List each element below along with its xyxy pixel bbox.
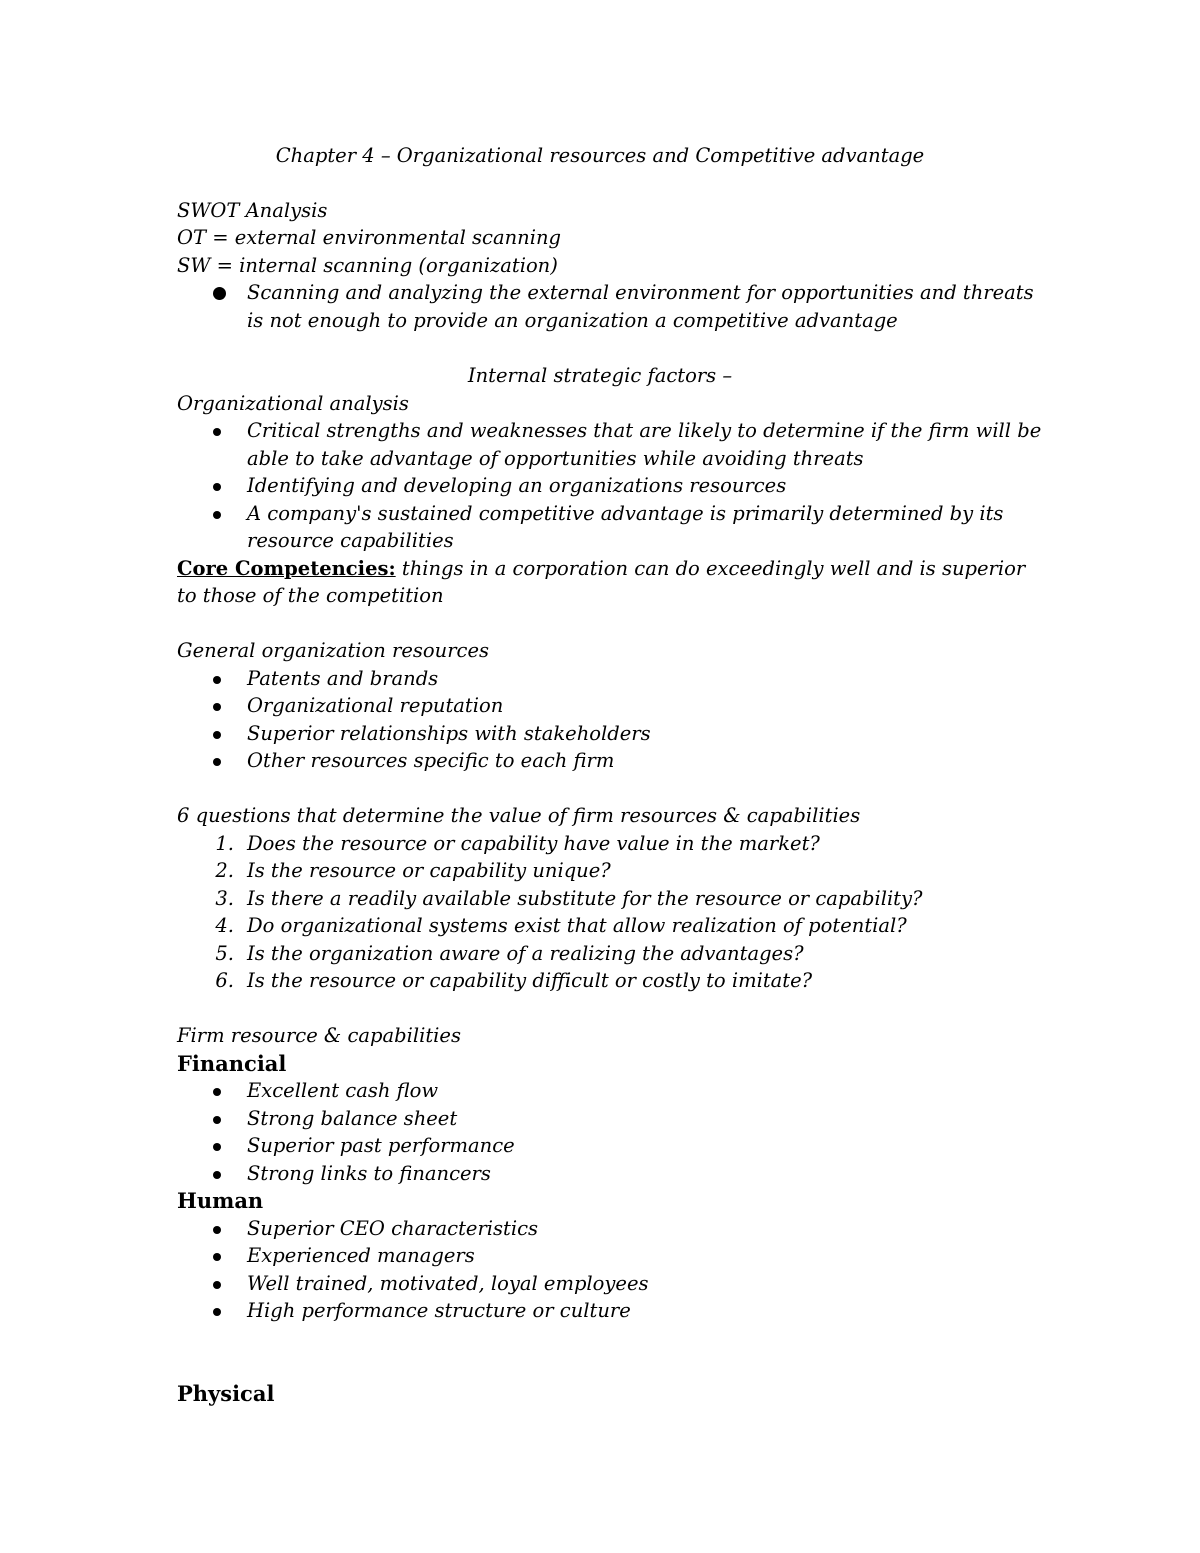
- firm-resources-heading: Firm resource & capabilities: [177, 1024, 461, 1047]
- bullet-icon: [213, 1143, 221, 1151]
- core-competencies-line-2: to those of the competition: [177, 584, 444, 607]
- internal-bullet-3-line-2: resource capabilities: [247, 529, 454, 552]
- bullet-icon: [213, 511, 221, 519]
- physical-heading: Physical: [177, 1381, 275, 1406]
- list-item: Strong balance sheet: [247, 1107, 458, 1130]
- list-item: Other resources specific to each firm: [247, 749, 615, 772]
- bullet-icon: [213, 1281, 221, 1289]
- bullet-icon: [213, 676, 221, 684]
- list-item: Do organizational systems exist that allow realization of potential?: [247, 914, 907, 937]
- questions-heading: 6 questions that determine the value of firm resources & capabilities: [177, 804, 861, 827]
- list-number: 6.: [215, 969, 234, 992]
- list-item: Superior CEO characteristics: [247, 1217, 539, 1240]
- bullet-icon: [213, 287, 226, 300]
- swot-bullet-line-2: is not enough to provide an organization a competitive advantage: [247, 309, 898, 332]
- bullet-icon: [213, 1088, 221, 1096]
- list-item: Is the resource or capability unique?: [247, 859, 611, 882]
- bullet-icon: [213, 483, 221, 491]
- list-item: High performance structure or culture: [247, 1299, 631, 1322]
- list-item: Excellent cash flow: [247, 1079, 439, 1102]
- bullet-icon: [213, 1226, 221, 1234]
- list-item: Superior relationships with stakeholders: [247, 722, 651, 745]
- swot-heading: SWOT Analysis: [177, 199, 328, 222]
- financial-heading: Financial: [177, 1051, 287, 1076]
- general-resources-heading: General organization resources: [177, 639, 489, 662]
- core-competencies-label: Core Competencies:: [177, 557, 396, 580]
- bullet-icon: [213, 1171, 221, 1179]
- chapter-title: Chapter 4 – Organizational resources and Competitive advantage: [275, 144, 925, 167]
- bullet-icon: [213, 1116, 221, 1124]
- list-item: Is the organization aware of a realizing the advantages?: [247, 942, 804, 965]
- list-number: 5.: [215, 942, 234, 965]
- list-number: 2.: [215, 859, 234, 882]
- bullet-icon: [213, 1253, 221, 1261]
- swot-ot-line: OT = external environmental scanning: [177, 226, 561, 249]
- list-number: 1.: [215, 832, 234, 855]
- list-item: Patents and brands: [247, 667, 439, 690]
- internal-bullet-1-line-2: able to take advantage of opportunities while avoiding threats: [247, 447, 864, 470]
- list-item: Does the resource or capability have value in the market?: [247, 832, 820, 855]
- list-item: Well trained, motivated, loyal employees: [247, 1272, 649, 1295]
- list-item: Organizational reputation: [247, 694, 504, 717]
- swot-bullet-line-1: Scanning and analyzing the external environment for opportunities and threats: [247, 281, 1034, 304]
- internal-bullet-2: Identifying and developing an organizations resources: [247, 474, 787, 497]
- internal-heading: Internal strategic factors –: [467, 364, 733, 387]
- internal-bullet-1-line-1: Critical strengths and weaknesses that are likely to determine if the firm will be: [247, 419, 1042, 442]
- bullet-icon: [213, 428, 221, 436]
- bullet-icon: [213, 703, 221, 711]
- list-number: 4.: [215, 914, 234, 937]
- internal-subheading: Organizational analysis: [177, 392, 409, 415]
- core-competencies-line-1: [177, 556, 1025, 582]
- bullet-icon: [213, 731, 221, 739]
- list-item: Strong links to financers: [247, 1162, 491, 1185]
- list-item: Superior past performance: [247, 1134, 515, 1157]
- swot-sw-line: SW = internal scanning (organization): [177, 254, 558, 277]
- list-number: 3.: [215, 887, 234, 910]
- list-item: Experienced managers: [247, 1244, 475, 1267]
- human-heading: Human: [177, 1188, 264, 1213]
- internal-bullet-3-line-1: A company's sustained competitive advantage is primarily determined by its: [247, 502, 1004, 525]
- bullet-icon: [213, 758, 221, 766]
- core-competencies-text: things in a corporation can do exceedingly well and is superior: [395, 557, 1026, 580]
- list-item: Is the resource or capability difficult or costly to imitate?: [247, 969, 813, 992]
- bullet-icon: [213, 1308, 221, 1316]
- list-item: Is there a readily available substitute for the resource or capability?: [247, 887, 923, 910]
